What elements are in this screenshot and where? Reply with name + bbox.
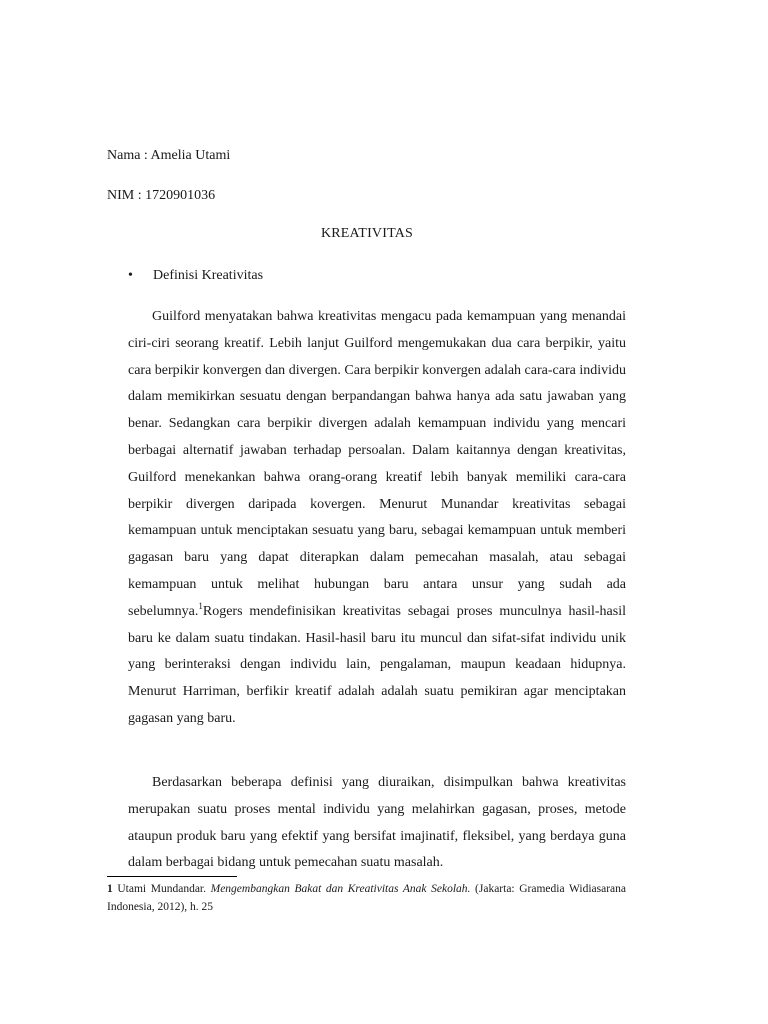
paragraph-conclusion: Berdasarkan beberapa definisi yang diuraikan, disimpulkan bahwa kreativitas merupakan suatu proses mental individu yang melahirkan gagasan, proses, metode ataupun produk baru yang efektif yang bersifat imajinatif, fleksibel, yang berdaya guna dalam berbagai bidang untuk pemecahan suatu masalah. <box>128 775 626 871</box>
bullet-icon: • <box>128 268 133 283</box>
footnote-separator <box>107 876 237 877</box>
student-name-line: Nama : Amelia Utami <box>107 148 231 163</box>
section-heading <box>128 267 263 285</box>
paragraph-definitions-part2: Rogers mendefinisikan kreativitas sebagai proses munculnya hasil-hasil baru ke dalam suatu tindakan. Hasil-hasil baru itu muncul dan sifat-sifat individu unik yang berinteraksi dengan individu lain, pengalaman, maupun keadaan hidupnya. Menurut Harriman, berfikir kreatif adalah adalah suatu pemikiran agar menciptakan gagasan yang baru. <box>128 603 626 726</box>
paragraph-definitions <box>128 304 626 733</box>
footnote-reference: 1 <box>198 600 203 611</box>
section-heading-text: Definisi Kreativitas <box>153 268 264 283</box>
document-title: KREATIVITAS <box>320 226 414 241</box>
paragraph-definitions-part1: Guilford menyatakan bahwa kreativitas mengacu pada kemampuan yang menandai ciri-ciri seorang kreatif. Lebih lanjut Guilford mengemukakan dua cara berpikir, yaitu cara berpikir konvergen dan divergen. Cara berpikir konvergen adalah cara-cara individu dalam memikirkan sesuatu dengan berpandangan bahwa hanya ada satu jawaban yang benar. Sedangkan cara berpikir divergen adalah kemampuan individu yang mencari berbagai alternatif jawaban terhadap persoalan. Dalam kaitannya dengan kreativitas, Guilford menekankan bahwa orang-orang kreatif lebih banyak memiliki cara-cara berpikir divergen daripada kovergen. Menurut Munandar kreativitas sebagai kemampuan untuk menciptakan sesuatu yang baru, sebagai kemampuan untuk memberi gagasan baru yang dapat diterapkan dalam pemecahan masalah, atau sebagai kemampuan untuk melihat hubungan baru antara unsur yang sudah ada sebelumnya. <box>128 309 626 619</box>
footnote-book-title: Mengembangkan Bakat dan Kreativitas Anak Sekolah. <box>210 883 471 895</box>
footnote <box>107 880 626 916</box>
footnote-publication: (Jakarta: Gramedia Widiasarana Indonesia, 2012), h. 25 <box>107 883 626 913</box>
footnote-number: 1 <box>107 883 113 895</box>
student-nim-line: NIM : 1720901036 <box>107 188 216 203</box>
footnote-author: Utami Mundandar. <box>112 883 206 895</box>
